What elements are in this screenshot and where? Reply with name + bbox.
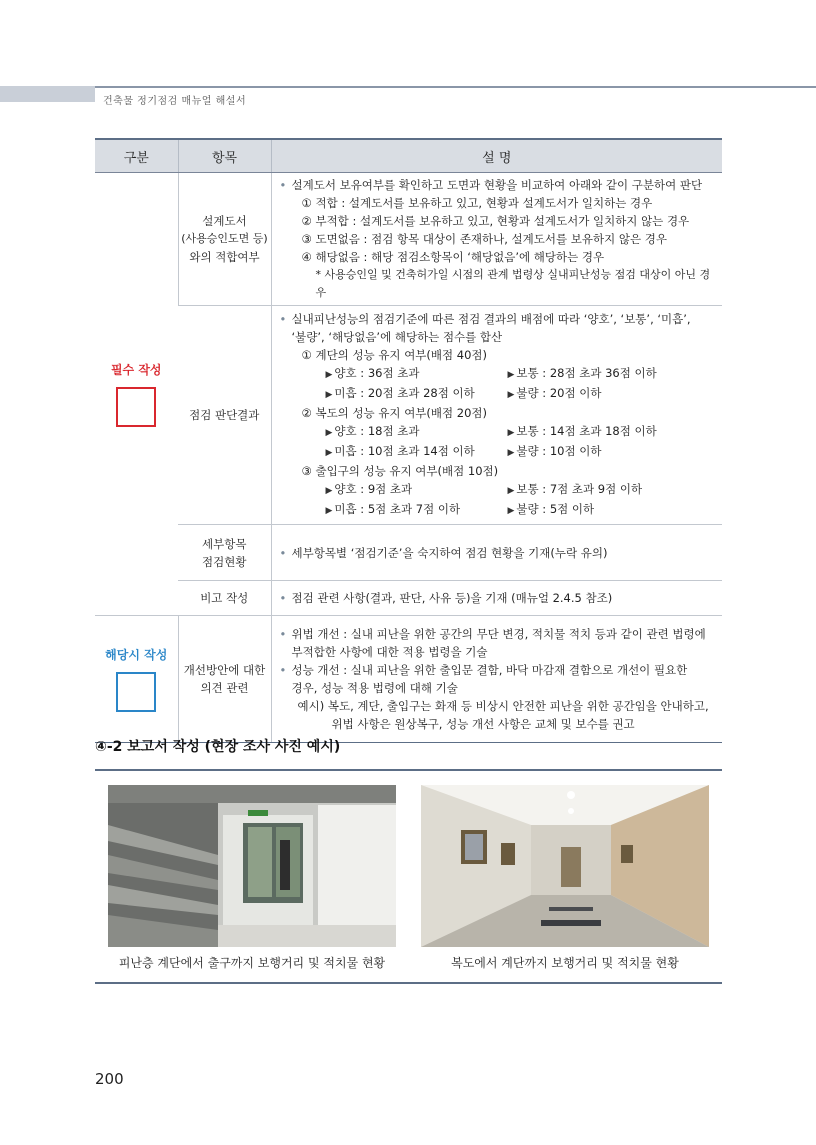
running-header: 건축물 정기점검 매뉴얼 해설서 — [103, 96, 247, 107]
photo-stairwell-exit — [108, 785, 396, 947]
table-row — [95, 581, 722, 616]
category-conditional — [95, 616, 178, 743]
section-rule — [95, 769, 722, 771]
header-accent-bar — [0, 86, 95, 102]
header-category: 구분 — [95, 139, 178, 173]
table-row — [95, 616, 722, 743]
photo-caption-2: 복도에서 계단까지 보행거리 및 적치물 현황 — [451, 956, 679, 970]
header-description: 설 명 — [271, 139, 722, 173]
item-design-docs: 설계도서 (사용승인도면 등) 와의 적합여부 — [178, 173, 271, 306]
inspection-table — [95, 138, 722, 743]
item-improvement-opinion: 개선방안에 대한 의견 관련 — [178, 616, 271, 743]
header-rule — [95, 86, 816, 88]
category-label-conditional: 해당시 작성 — [105, 648, 168, 662]
photo-corridor — [421, 785, 709, 947]
section-title: ④-2 보고서 작성 (현장 조사 사진 예시) — [95, 739, 341, 755]
bottom-rule — [95, 982, 722, 984]
desc-remarks: • 점검 관련 사항(결과, 판단, 사유 등)을 기재 (매뉴얼 2.4.5 참조) — [271, 581, 722, 616]
checkbox-conditional — [116, 672, 156, 712]
item-judgment-result: 점검 판단결과 — [178, 306, 271, 525]
checkbox-required — [116, 387, 156, 427]
item-detail-status: 세부항목 점검현황 — [178, 525, 271, 581]
photo-caption-1: 피난층 계단에서 출구까지 보행거리 및 적치물 현황 — [118, 956, 386, 970]
table-header-row — [95, 139, 722, 173]
desc-detail-status: • 세부항목별 ‘점검기준’을 숙지하여 점검 현황을 기재(누락 유의) — [271, 525, 722, 581]
desc-judgment-result: • 실내피난성능의 점검기준에 따른 점검 결과의 배점에 따라 ‘양호’, ‘보통’, ‘미흡’, ‘불량’, ‘해당없음’에 해당하는 점수를 합산 ① 계단의 성능 유지 여부(배점 40점) ▶ 양호 : 36점 초과 ▶ 보통 : 28점 초과 36점 이하 ▶ 미흡 : 20점 초과 28점 이하 ▶ 불량 : 20점 이하 ② 복도의 성능 유지 여부(배점 20점) ▶ 양호 : 18점 초과 ▶ 보통 : 14점 초과 18점 이하 ▶ 미흡 : 10점 초과 14점 이하 ▶ 불량 : 10점 이하 ③ 출입구의 성능 유지 여부(배점 10점) ▶ 양호 : 9점 초과 ▶ 보통 : 7점 초과 9점 이하 ▶ 미흡 : 5점 초과 7점 이하 ▶ 불량 : 5점 이하 — [271, 306, 722, 525]
page-number: 200 — [95, 1070, 124, 1088]
header-item: 항목 — [178, 139, 271, 173]
desc-design-docs: • 설계도서 보유여부를 확인하고 도면과 현황을 비교하여 아래와 같이 구분하여 판단 ① 적합 : 설계도서를 보유하고 있고, 현황과 설계도서가 일치하는 경우 ② 부적합 : 설계도서를 보유하고 있고, 현황과 설계도서가 일치하지 않는 경우 ③ 도면없음 : 점검 항목 대상이 존재하나, 설계도서를 보유하지 않은 경우 ④ 해당없음 : 해당 점검소항목이 ‘해당없음’에 해당하는 경우 * 사용승인일 및 건축허가일 시점의 관계 법령상 실내피난성능 점검 대상이 아닌 경우 — [271, 173, 722, 306]
category-label-required: 필수 작성 — [110, 363, 162, 377]
table-row — [95, 306, 722, 525]
table-row — [95, 525, 722, 581]
desc-improvement-opinion: • 위법 개선 : 실내 피난을 위한 공간의 무단 변경, 적치물 적치 등과 같이 관련 법령에 부적합한 사항에 대한 적용 법령을 기술 • 성능 개선 : 실내 피난을 위한 출입문 결함, 바닥 마감재 결함으로 개선이 필요한 경우, 성능 적용 법령에 대해 기술 예시) 복도, 계단, 출입구는 화재 등 비상시 안전한 피난을 위한 공간임을 안내하고, 위법 사항은 원상복구, 성능 개선 사항은 교체 및 보수를 권고 — [271, 616, 722, 743]
category-required — [95, 173, 178, 616]
table-row — [95, 173, 722, 306]
item-remarks: 비고 작성 — [178, 581, 271, 616]
